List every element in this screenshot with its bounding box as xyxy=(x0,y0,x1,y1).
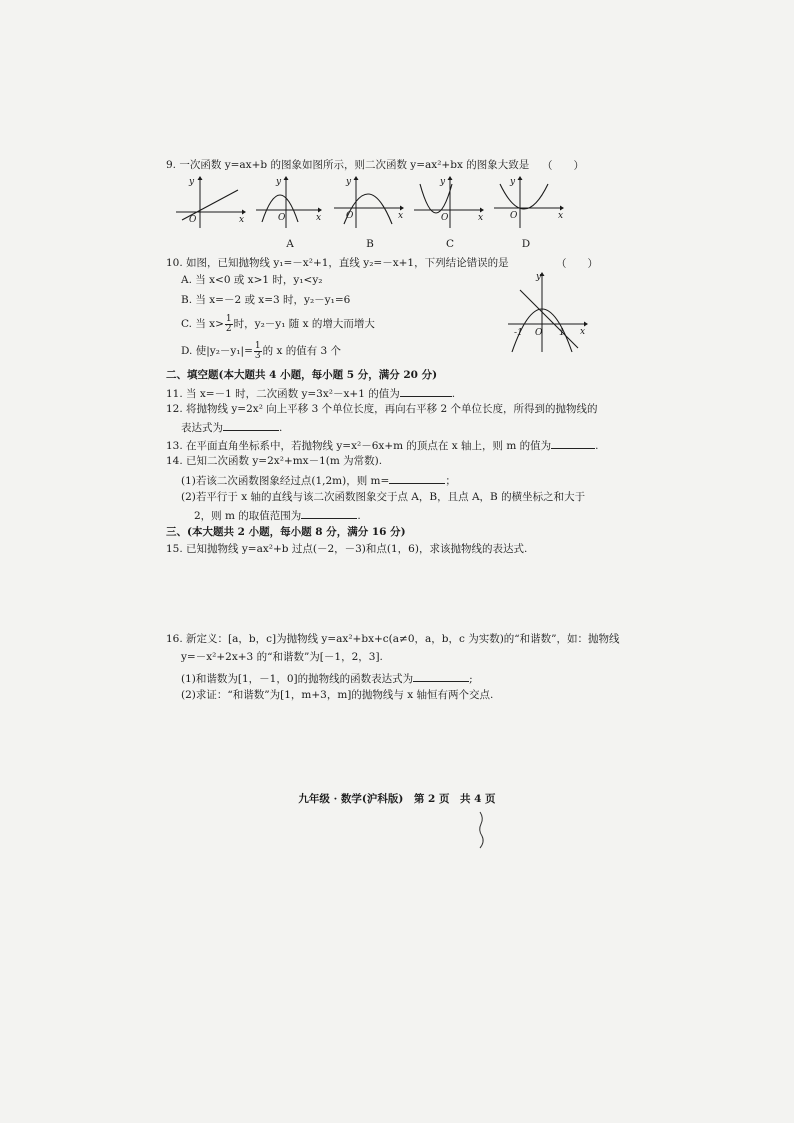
q10-graph-one: 1 xyxy=(559,328,565,338)
q9-d-origin: O xyxy=(510,211,518,221)
q10-option-c: C. 当 x> $\frac{1}{2}$ 时，y₂－y₁ 随 x 的增大而增大 xyxy=(181,313,375,334)
q9-a-y-label: y xyxy=(276,177,282,187)
q15: 15. 已知抛物线 y=ax²+b 过点(－2，－3)和点(1，6)，求该抛物线的表达式. xyxy=(166,543,528,555)
q16-part2: (2)求证：“和谐数”为[1，m+3，m]的抛物线与 x 轴恒有两个交点. xyxy=(181,689,494,701)
q9-c-y-label: y xyxy=(440,177,446,187)
q9-b-origin: O xyxy=(346,211,354,221)
q9-option-b-label: B xyxy=(366,238,374,250)
q9-option-b-graph xyxy=(334,176,404,230)
q10-d-fraction: $\frac{1}{3}$ xyxy=(254,340,261,361)
q10-graph-y-label: y xyxy=(536,272,542,282)
q9-option-c-label: C xyxy=(445,238,455,250)
q10-answer-paren: （ ） xyxy=(556,258,598,270)
q16-line1: 16. 新定义：[a，b，c]为抛物线 y=ax²+bx+c(a≠0，a，b，c 为实数)的“和谐数”，如：抛物线 xyxy=(166,633,620,645)
q9-b-y-label: y xyxy=(346,177,352,187)
section-2-heading: 二、填空题(本大题共 4 小题，每小题 5 分，满分 20 分) xyxy=(166,369,438,381)
q10-option-b: B. 当 x=－2 或 x=3 时，y₂－y₁=6 xyxy=(181,294,351,306)
q13-answer-blank[interactable] xyxy=(551,437,595,449)
q13: 13. 在平面直角坐标系中，若抛物线 y=x²－6x+m 的顶点在 x 轴上，则 m 的值为 . xyxy=(166,437,599,453)
q9-d-y-label: y xyxy=(510,177,516,187)
q14-stem: 14. 已知二次函数 y=2x²+mx－1(m 为常数). xyxy=(166,455,383,467)
q9-graph-y-label: y xyxy=(189,177,195,187)
q9-option-d-graph xyxy=(494,176,564,230)
q14-part1-blank[interactable] xyxy=(389,472,445,484)
q9-d-x-label: x xyxy=(558,211,564,221)
q14-part2-blank[interactable] xyxy=(301,507,357,519)
q10-option-d: D. 使|y₂－y₁|= $\frac{1}{3}$ 的 x 的值有 3 个 xyxy=(181,340,342,361)
q16-part1-blank[interactable] xyxy=(413,670,469,682)
q9-a-x-label: x xyxy=(316,213,322,223)
q9-a-origin: O xyxy=(278,213,286,223)
q9-answer-paren: （ ） xyxy=(542,160,584,172)
q9-c-origin: O xyxy=(441,213,449,223)
section-3-heading: 三、(本大题共 2 小题，每小题 8 分，满分 16 分) xyxy=(166,526,406,538)
q10-graph xyxy=(508,268,588,354)
q9-line-graph xyxy=(176,176,246,230)
q14-part2-line2: 2，则 m 的取值范围为 . xyxy=(194,507,361,523)
q9-c-x-label: x xyxy=(478,213,484,223)
q16-line2: y=－x²+2x+3 的“和谐数”为[－1，2，3]. xyxy=(181,651,383,663)
q12-answer-blank[interactable] xyxy=(223,419,279,431)
q9-option-d-label: D xyxy=(521,238,531,250)
q12-line1: 12. 将抛物线 y=2x² 向上平移 3 个单位长度，再向右平移 2 个单位长度，所得到的抛物线的 xyxy=(166,403,598,415)
q10-graph-minus-one: -1 xyxy=(514,328,523,338)
scan-mark xyxy=(476,812,486,848)
q10-graph-origin: O xyxy=(535,328,543,338)
q12-line2: 表达式为 . xyxy=(181,419,282,435)
q9-option-a-label: A xyxy=(286,238,294,250)
q14-part1: (1)若该二次函数图象经过点(1,2m)，则 m= ； xyxy=(181,472,456,488)
q9-stem: 9. 一次函数 y=ax+b 的图象如图所示，则二次函数 y=ax²+bx 的图象大致是 xyxy=(166,159,530,171)
q9-option-a-graph xyxy=(256,176,322,230)
q9-graph-x-label: x xyxy=(239,215,245,225)
q16-part1: (1)和谐数为[1，－1，0]的抛物线的函数表达式为 ; xyxy=(181,670,473,686)
q11-answer-blank[interactable] xyxy=(400,385,452,397)
q14-part2-line1: (2)若平行于 x 轴的直线与该二次函数图象交于点 A，B，且点 A，B 的横坐标之和大于 xyxy=(181,491,586,503)
q9-b-x-label: x xyxy=(398,211,404,221)
q9-graph-origin: O xyxy=(189,215,197,225)
q10-c-fraction: $\frac{1}{2}$ xyxy=(225,313,232,334)
q11: 11. 当 x=－1 时，二次函数 y=3x²－x+1 的值为 . xyxy=(166,385,455,401)
q10-stem: 10. 如图，已知抛物线 y₁=－x²+1，直线 y₂=－x+1，下列结论错误的是 xyxy=(166,257,509,269)
page-footer: 九年级 · 数学(沪科版) 第 2 页 共 4 页 xyxy=(298,793,496,805)
q9-option-c-graph xyxy=(414,176,484,230)
q10-option-a: A. 当 x<0 或 x>1 时，y₁<y₂ xyxy=(181,274,323,286)
q10-graph-x-label: x xyxy=(580,327,586,337)
